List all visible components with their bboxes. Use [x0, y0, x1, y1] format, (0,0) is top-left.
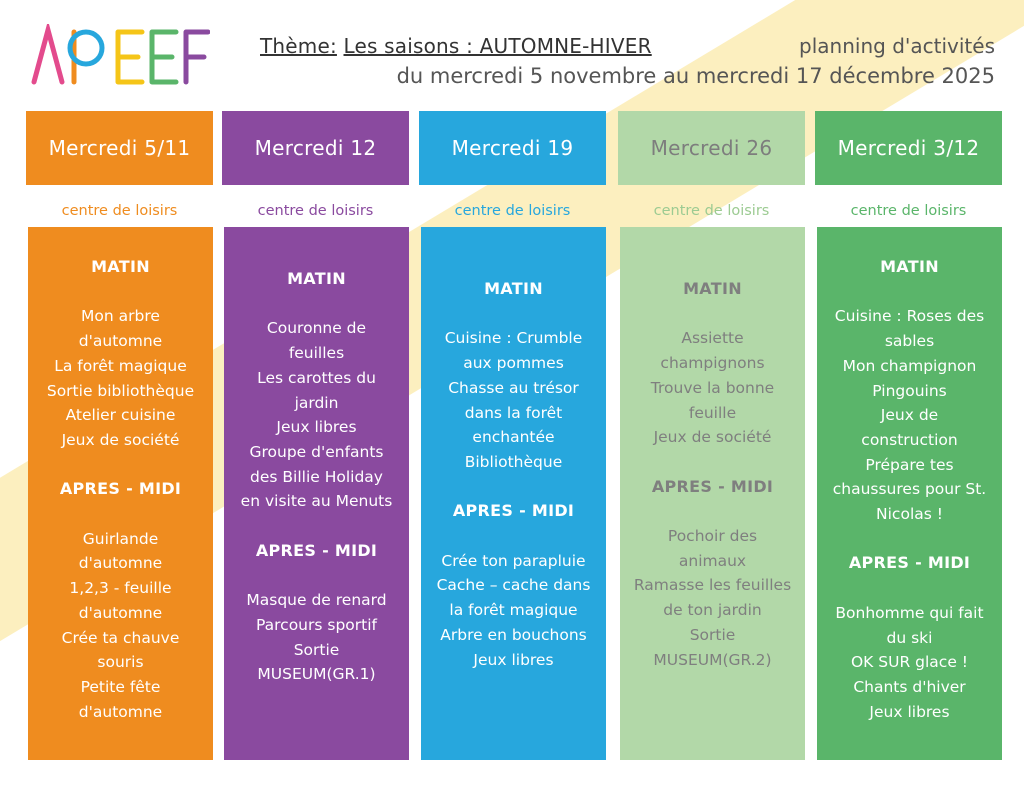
activity-item: d'automne	[78, 702, 163, 721]
activity-item: Jeux libres	[276, 418, 357, 437]
activity-item: Parcours sportif	[256, 615, 377, 634]
activity-item: Bibliothèque	[464, 452, 563, 471]
matin-title: MATIN	[484, 279, 543, 298]
activity-item: souris	[97, 653, 144, 672]
day-column	[419, 111, 606, 761]
activity-item: d'automne	[78, 554, 163, 573]
activity-item: Cache – cache dans	[436, 576, 591, 595]
activity-item: dans la forêt	[464, 403, 563, 422]
day-header: Mercredi 5/11	[26, 111, 213, 185]
day-header: Mercredi 19	[419, 111, 606, 185]
day-header: Mercredi 26	[618, 111, 805, 185]
apeef-logo	[30, 24, 210, 86]
schedule-columns	[26, 111, 1004, 771]
activity-item: Pingouins	[872, 381, 947, 400]
day-header: Mercredi 3/12	[815, 111, 1002, 185]
activity-item: Jeux libres	[473, 650, 554, 669]
centre-de-loisirs-label: centre de loisirs	[257, 203, 374, 219]
activity-item: Petite fête	[80, 677, 161, 696]
theme-value: Les saisons : AUTOMNE-HIVER	[343, 34, 652, 58]
activity-item: Chants d'hiver	[853, 677, 966, 696]
theme-label: Thème:	[260, 34, 337, 58]
activity-item: du ski	[886, 628, 933, 647]
activity-item: animaux	[678, 551, 747, 570]
activity-item: construction	[861, 430, 958, 449]
matin-title: MATIN	[91, 257, 150, 276]
activity-item: d'automne	[78, 603, 163, 622]
apres-midi-title: APRES - MIDI	[59, 479, 182, 499]
centre-de-loisirs-label: centre de loisirs	[61, 203, 178, 219]
theme-line	[260, 34, 652, 58]
activity-item: Ramasse les feuilles	[633, 576, 792, 595]
activity-item: Sortie	[293, 640, 340, 659]
activity-item: d'automne	[78, 332, 163, 351]
activities-panel	[28, 227, 213, 760]
day-header: Mercredi 12	[222, 111, 409, 185]
activity-item: Prépare tes	[865, 455, 954, 474]
day-column	[815, 111, 1002, 761]
activity-item: enchantée	[472, 428, 555, 447]
activity-item: chaussures pour St.	[832, 480, 987, 499]
apres-midi-title: APRES - MIDI	[651, 476, 774, 496]
activity-item: Trouve la bonne	[650, 378, 775, 397]
activity-item: feuilles	[288, 344, 345, 363]
activity-item: jardin	[294, 393, 339, 412]
date-range: du mercredi 5 novembre au mercredi 17 décembre 2025	[396, 64, 995, 88]
matin-title: MATIN	[287, 269, 346, 288]
activity-item: Jeux de société	[61, 430, 180, 449]
activity-item: Couronne de	[266, 319, 367, 338]
activity-item: La forêt magique	[54, 356, 187, 375]
matin-title: MATIN	[880, 257, 939, 276]
activity-item: Mon arbre	[81, 307, 160, 326]
apres-midi-title: APRES - MIDI	[848, 553, 971, 573]
matin-title: MATIN	[683, 279, 742, 298]
activity-item: Atelier cuisine	[65, 406, 176, 425]
activity-item: feuille	[688, 403, 737, 422]
activity-item: en visite au Menuts	[240, 492, 393, 511]
activity-item: Bonhomme qui fait	[835, 603, 984, 622]
activity-item: Arbre en bouchons	[440, 625, 587, 644]
centre-de-loisirs-label: centre de loisirs	[850, 203, 967, 219]
activities-panel	[224, 227, 409, 760]
activity-item: Pochoir des	[667, 526, 758, 545]
activity-item: de ton jardin	[663, 601, 762, 620]
activity-item: Mon champignon	[842, 356, 977, 375]
centre-de-loisirs-label: centre de loisirs	[454, 203, 571, 219]
activity-item: Les carottes du	[257, 368, 376, 387]
activity-item: MUSEUM(GR.1)	[257, 665, 376, 684]
activity-item: OK SUR glace !	[850, 653, 968, 672]
activity-item: Crée ta chauve	[61, 628, 180, 647]
activity-item: des Billie Holiday	[250, 467, 383, 486]
activity-item: Assiette	[681, 329, 744, 348]
apres-midi-title: APRES - MIDI	[255, 540, 378, 560]
activity-item: Sortie bibliothèque	[46, 381, 195, 400]
activity-item: 1,2,3 - feuille	[69, 579, 172, 598]
activity-item: Sortie	[689, 625, 736, 644]
activity-item: Guirlande	[82, 529, 159, 548]
activity-item: Chasse au trésor	[448, 378, 579, 397]
day-column	[222, 111, 409, 761]
activity-item: Nicolas !	[876, 505, 943, 524]
activity-item: aux pommes	[463, 354, 564, 373]
activity-item: Cuisine : Roses des	[834, 307, 985, 326]
activities-panel	[817, 227, 1002, 760]
activity-item: Jeux de	[880, 406, 939, 425]
activity-item: Crée ton parapluie	[441, 551, 586, 570]
activities-panel	[421, 227, 606, 760]
activity-item: Jeux libres	[869, 702, 950, 721]
activities-panel	[620, 227, 805, 760]
activity-item: MUSEUM(GR.2)	[653, 650, 772, 669]
centre-de-loisirs-label: centre de loisirs	[653, 203, 770, 219]
activity-item: sables	[884, 332, 935, 351]
activity-item: Cuisine : Crumble	[444, 329, 583, 348]
planning-title: planning d'activités	[799, 34, 995, 58]
activity-item: Groupe d'enfants	[249, 442, 384, 461]
apres-midi-title: APRES - MIDI	[452, 501, 575, 521]
day-column	[26, 111, 213, 761]
activity-item: la forêt magique	[449, 601, 578, 620]
activity-item: Jeux de société	[653, 428, 772, 447]
day-column	[618, 111, 805, 761]
activity-item: champignons	[660, 354, 765, 373]
activity-item: Masque de renard	[246, 591, 387, 610]
